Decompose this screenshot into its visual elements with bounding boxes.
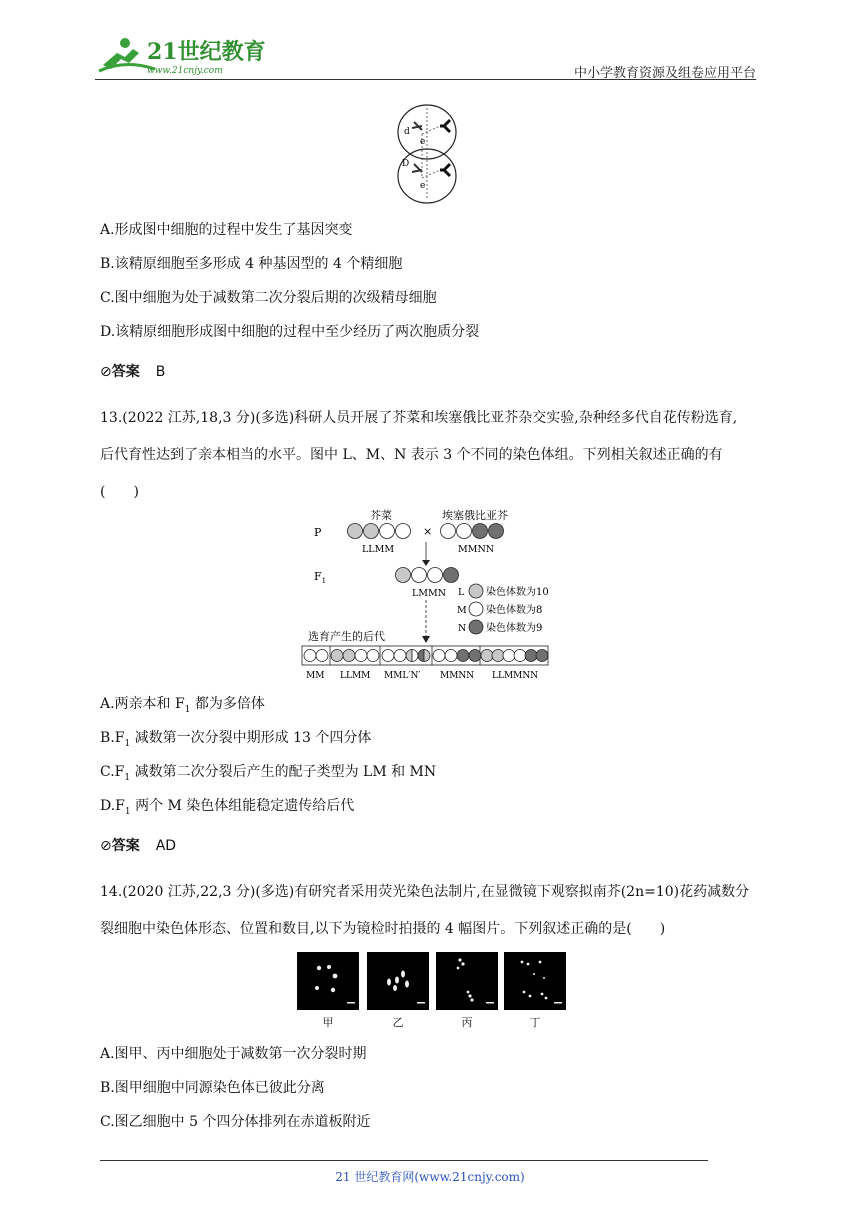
- label-f1: [314, 570, 326, 585]
- label-f1-main: F: [314, 570, 322, 583]
- q13-stem-line3: ( ): [100, 484, 139, 500]
- answer-value: AD: [155, 838, 177, 854]
- offspring-label: LLMM: [340, 671, 371, 681]
- site-logo: [95, 35, 265, 77]
- parent1-genome: LLMM: [362, 544, 395, 555]
- label-f1-sub: 1: [321, 577, 327, 585]
- q12-option-d: D.该精原细胞形成图中细胞的过程中至少经历了两次胞质分裂: [100, 324, 480, 340]
- footer-text[interactable]: 21 世纪教育网(www.21cnjy.com): [335, 1170, 525, 1184]
- cell-label: e: [420, 181, 426, 191]
- offspring-label: MM: [306, 671, 325, 681]
- legend-text-n: 染色体数为9: [486, 623, 543, 634]
- parent2-name: 埃塞俄比亚芥: [442, 509, 508, 522]
- offspring-label: LLMMNN: [492, 671, 539, 681]
- answer-value: B: [155, 364, 166, 380]
- q12-option-c: C.图中细胞为处于减数第二次分裂后期的次级精母细胞: [100, 290, 437, 306]
- footer-divider: [100, 1160, 708, 1161]
- header-platform-text: 中小学教育资源及组卷应用平台: [573, 66, 756, 81]
- micrograph-jia: [297, 952, 359, 1010]
- legend-text-l: 染色体数为10: [486, 587, 549, 598]
- offspring-label: MML′N′: [384, 671, 421, 681]
- offspring-title: 选育产生的后代: [308, 630, 385, 643]
- cross-symbol: ×: [423, 525, 433, 538]
- micrograph-bing: [436, 952, 498, 1010]
- q13-answer: [100, 835, 176, 855]
- micrograph-caption: 乙: [392, 1016, 404, 1029]
- header-divider: [95, 79, 756, 80]
- q12-option-a: A.形成图中细胞的过程中发生了基因突变: [100, 222, 353, 238]
- cell-label: e: [420, 137, 426, 147]
- micrograph-yi: [367, 952, 429, 1010]
- q13-stem-line2: 后代育性达到了亲本相当的水平。图中 L、M、N 表示 3 个不同的染色体组。下列相关叙述正确的有: [100, 447, 723, 463]
- legend-key-n: N: [458, 623, 467, 634]
- q13-stem-line1: 13.(2022 江苏,18,3 分)(多选)科研人员开展了芥菜和埃塞俄比亚芥杂交实验,杂种经多代自花传粉选育,: [100, 410, 738, 426]
- answer-label: 答案: [111, 838, 140, 854]
- q14-option-a: A.图甲、丙中细胞处于减数第一次分裂时期: [100, 1046, 367, 1062]
- micrograph-caption: 丁: [529, 1016, 541, 1029]
- cell-label: D: [402, 159, 410, 169]
- q13-option-b: $B.F_1$ 减数第一次分裂中期形成 13 个四分体: [100, 730, 372, 749]
- legend: [457, 584, 549, 634]
- q13-genome-figure: [300, 506, 560, 685]
- answer-label: 答案: [111, 364, 140, 380]
- q12-cell-figure: [392, 104, 462, 208]
- q14-option-c: C.图乙细胞中 5 个四分体排列在赤道板附近: [100, 1114, 371, 1130]
- q13-option-c: $C.F_1$ 减数第二次分裂后产生的配子类型为 LM 和 MN: [100, 764, 437, 783]
- offspring-label: MMNN: [440, 671, 475, 681]
- legend-key-m: M: [457, 605, 467, 616]
- answer-check-icon: ⊘: [100, 364, 112, 380]
- micrograph-ding: [504, 952, 566, 1010]
- micrograph-caption: 丙: [461, 1016, 473, 1029]
- q14-stem-line2: 裂细胞中染色体形态、位置和数目,以下为镜检时拍摄的 4 幅图片。下列叙述正确的是( ): [100, 921, 666, 937]
- parent1-name: 芥菜: [370, 509, 392, 522]
- q12-answer: [100, 361, 165, 381]
- q12-option-b: B.该精原细胞至多形成 4 种基因型的 4 个精细胞: [100, 256, 403, 272]
- f1-genome: LMMN: [412, 588, 447, 599]
- logo-text: 21世纪教育: [147, 39, 265, 65]
- q13-option-a: A.两亲本和 $F_1$ 都为多倍体: [100, 696, 265, 715]
- logo-url: www.21cnjy.com: [147, 66, 223, 76]
- answer-check-icon: ⊘: [100, 838, 112, 854]
- q13-option-d: $D.F_1$ 两个 M 染色体组能稳定遗传给后代: [100, 798, 355, 817]
- q14-option-b: B.图甲细胞中同源染色体已彼此分离: [100, 1080, 325, 1096]
- legend-text-m: 染色体数为8: [486, 605, 543, 616]
- micrograph-caption: 甲: [322, 1016, 334, 1029]
- q14-stem-line1: 14.(2020 江苏,22,3 分)(多选)有研究者采用荧光染色法制片,在显微镜下观察拟南芥(2n=10)花药减数分: [100, 884, 750, 900]
- legend-key-l: L: [458, 587, 465, 598]
- cell-label: d: [404, 127, 410, 137]
- label-p: P: [314, 526, 322, 539]
- parent2-genome: MMNN: [458, 544, 495, 555]
